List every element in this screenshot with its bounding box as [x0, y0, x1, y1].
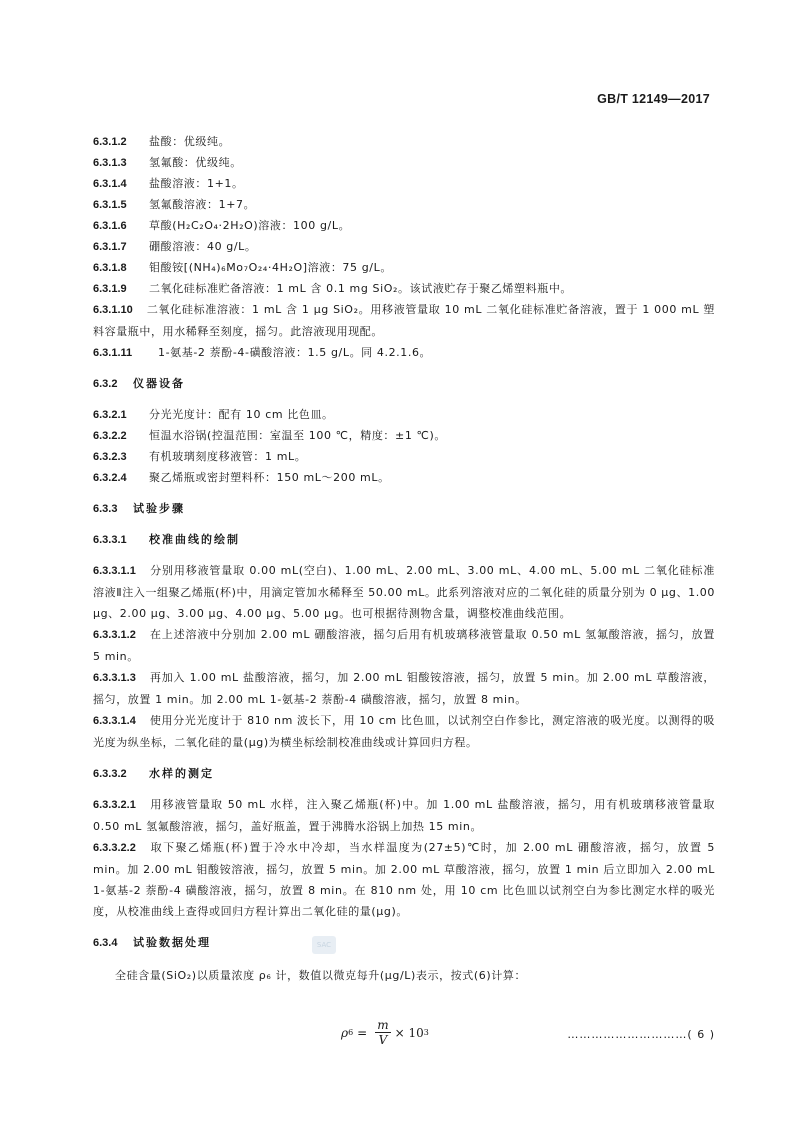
data-processing-intro: 全硅含量(SiO₂)以质量浓度 ρ₆ 计，数值以微克每升(μg/L)表示，按式(6)计算： [115, 969, 527, 982]
fraction [375, 1018, 390, 1047]
clause-row [93, 404, 715, 425]
clause-row [93, 194, 715, 215]
formula: ρ 6 = $\frac{m}{V}$ × 10 3 [341, 1018, 429, 1047]
clause-row [93, 425, 715, 446]
calibration-paragraphs [93, 560, 715, 753]
clause-6-3-1-11 [93, 342, 715, 363]
clause-text: 氢氟酸：优级纯。 [149, 156, 242, 169]
clause-number: 6.3.1.6 [93, 220, 127, 232]
equation-number: …………………………( 6 ) [567, 1028, 715, 1041]
clause-row [93, 215, 715, 236]
formula-lhs: ρ [341, 1025, 349, 1040]
section-number: 6.3.3.2 [93, 768, 127, 780]
clause-number: 6.3.1.9 [93, 283, 127, 295]
clause-number: 6.3.2.1 [93, 409, 127, 421]
sample-paragraphs [93, 794, 715, 922]
section-heading-6-3-3-1 [93, 529, 715, 550]
clause-number: 6.3.3.1.1 [93, 565, 136, 577]
watermark-logo: SAC [312, 936, 336, 954]
standard-number: GB/T 12149—2017 [597, 92, 710, 106]
procedure-paragraph [93, 560, 715, 624]
clause-number: 6.3.1.4 [93, 178, 127, 190]
section-title: 校准曲线的绘制 [149, 533, 240, 546]
clause-text: 恒温水浴锅(控温范围：室温至 100 ℃，精度：±1 ℃)。 [149, 429, 446, 442]
clause-row [93, 446, 715, 467]
clause-text: 分光光度计：配有 10 cm 比色皿。 [149, 408, 334, 421]
clause-text: 氢氟酸溶液：1+7。 [149, 198, 256, 211]
exponent: 3 [423, 1028, 429, 1037]
clause-number: 6.3.3.2.2 [93, 842, 136, 854]
section-title: 水样的测定 [149, 767, 214, 780]
section-heading-6-3-3 [93, 498, 715, 519]
clause-text: 钼酸铵[(NH₄)₆Mo₇O₂₄·4H₂O]溶液：75 g/L。 [149, 261, 392, 274]
clause-text: 取下聚乙烯瓶(杯)置于冷水中冷却，当水样温度为(27±5)℃时，加 2.00 mL 硼酸溶液，摇匀，放置 5 min。加 2.00 mL 钼酸铵溶液，摇匀，放置 5 min。加 2.00 mL 草酸溶液，摇匀，放置 1 min 后立即加入 2.00 mL 1-氨基-2 萘酚-4 磺酸溶液，摇匀，放置 8 min。在 810 nm 处，用 10 cm 比色皿以试剂空白为参比测定水样的吸光度，从校准曲线上查得或回归方程计算出二氧化硅的量(μg)。 [93, 841, 715, 918]
clause-row [93, 257, 715, 278]
clause-number: 6.3.3.1.3 [93, 672, 136, 684]
clause-text: 硼酸溶液：40 g/L。 [149, 240, 257, 253]
procedure-paragraph [93, 624, 715, 667]
procedure-paragraph [93, 667, 715, 710]
clause-number: 6.3.2.4 [93, 472, 127, 484]
clause-text: 再加入 1.00 mL 盐酸溶液，摇匀，加 2.00 mL 钼酸铵溶液，摇匀，放置 5 min。加 2.00 mL 草酸溶液，摇匀，放置 1 min。加 2.00 mL 1-氨基-2 萘酚-4 磺酸溶液，摇匀，放置 8 min。 [93, 671, 715, 706]
clause-row [93, 236, 715, 257]
clause-row [93, 278, 715, 299]
clause-number: 6.3.3.1.4 [93, 715, 136, 727]
clause-number: 6.3.2.2 [93, 430, 127, 442]
formula-lhs-subscript: 6 [348, 1028, 354, 1037]
section-heading-6-3-4 [93, 932, 715, 953]
document-body [93, 131, 715, 986]
section-heading-6-3-3-2 [93, 763, 715, 784]
equation-6 [93, 1016, 715, 1056]
procedure-paragraph [93, 794, 715, 837]
clause-row [93, 131, 715, 152]
clause-text: 二氧化硅标准贮备溶液：1 mL 含 0.1 mg SiO₂。该试液贮存于聚乙烯塑料瓶中。 [149, 282, 573, 295]
section-number: 6.3.2 [93, 378, 118, 390]
clause-text: 盐酸：优级纯。 [149, 135, 231, 148]
clause-number: 6.3.1.5 [93, 199, 127, 211]
numerator: m [377, 1018, 389, 1032]
denominator: V [378, 1033, 388, 1047]
clause-number: 6.3.1.11 [93, 347, 133, 359]
clause-6-3-1-10 [93, 299, 715, 342]
section-number: 6.3.3 [93, 503, 118, 515]
procedure-paragraph [93, 837, 715, 922]
clause-row [93, 467, 715, 488]
section-heading-6-3-2 [93, 373, 715, 394]
clause-number: 6.3.3.1.2 [93, 629, 136, 641]
section-number: 6.3.3.1 [93, 534, 127, 546]
reagent-list [93, 131, 715, 299]
section-number: 6.3.4 [93, 937, 118, 949]
clause-number: 6.3.1.3 [93, 157, 127, 169]
instrument-list [93, 404, 715, 488]
clause-text: 聚乙烯瓶或密封塑料杯：150 mL～200 mL。 [149, 471, 390, 484]
multiplier: × 10 [394, 1025, 424, 1040]
clause-text: 草酸(H₂C₂O₄·2H₂O)溶液：100 g/L。 [149, 219, 351, 232]
clause-text: 二氧化硅标准溶液：1 mL 含 1 μg SiO₂。用移液管量取 10 mL 二氧化硅标准贮备溶液，置于 1 000 mL 塑料容量瓶中，用水稀释至刻度，摇匀。此溶液现用现配。 [93, 303, 715, 338]
section-title: 仪器设备 [133, 377, 185, 390]
section-title: 试验数据处理 [133, 936, 211, 949]
clause-text: 用移液管量取 50 mL 水样，注入聚乙烯瓶(杯)中。加 1.00 mL 盐酸溶液，摇匀，用有机玻璃移液管量取 0.50 mL 氢氟酸溶液，摇匀，盖好瓶盖，置于沸腾水浴锅上加热 15 min。 [93, 798, 715, 833]
clause-text: 分别用移液管量取 0.00 mL(空白)、1.00 mL、2.00 mL、3.00 mL、4.00 mL、5.00 mL 二氧化硅标准溶液Ⅱ注入一组聚乙烯瓶(杯)中，用滴定管加水稀释至 50.00 mL。此系列溶液对应的二氧化硅的质量分别为 0 μg、1.00 μg、2.00 μg、3.00 μg、4.00 μg、5.00 μg。也可根据待测物含量，调整校准曲线范围。 [93, 564, 715, 620]
clause-number: 6.3.1.10 [93, 304, 133, 316]
clause-text: 使用分光光度计于 810 nm 波长下，用 10 cm 比色皿，以试剂空白作参比，测定溶液的吸光度。以测得的吸光度为纵坐标，二氧化硅的量(μg)为横坐标绘制校准曲线或计算回归方程。 [93, 714, 715, 749]
clause-text: 在上述溶液中分别加 2.00 mL 硼酸溶液，摇匀后用有机玻璃移液管量取 0.50 mL 氢氟酸溶液，摇匀，放置 5 min。 [93, 628, 715, 663]
clause-text: 盐酸溶液：1+1。 [149, 177, 244, 190]
clause-text: 1-氨基-2 萘酚-4-磺酸溶液：1.5 g/L。同 4.2.1.6。 [158, 346, 432, 359]
clause-number: 6.3.3.2.1 [93, 799, 136, 811]
clause-number: 6.3.2.3 [93, 451, 127, 463]
clause-text: 有机玻璃刻度移液管：1 mL。 [149, 450, 307, 463]
clause-number: 6.3.1.2 [93, 136, 127, 148]
clause-number: 6.3.1.7 [93, 241, 127, 253]
procedure-paragraph [93, 710, 715, 753]
section-title: 试验步骤 [133, 502, 185, 515]
clause-row [93, 173, 715, 194]
clause-number: 6.3.1.8 [93, 262, 127, 274]
clause-row [93, 152, 715, 173]
